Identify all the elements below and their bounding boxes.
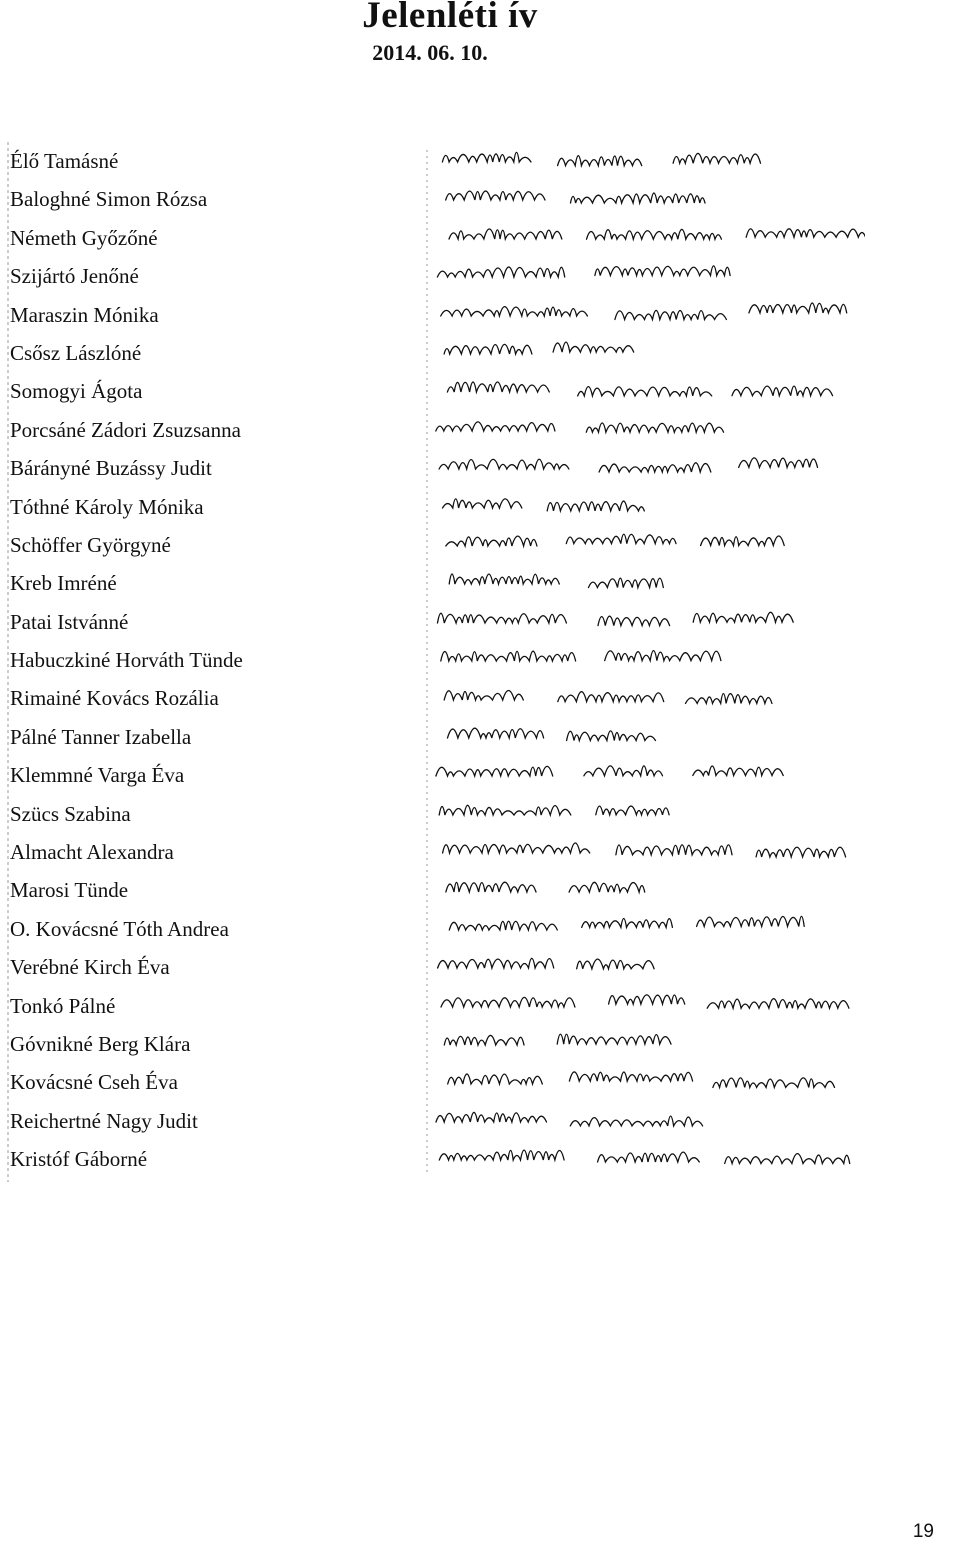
attendee-name: Patai Istvánné <box>10 609 129 634</box>
attendee-name: Kristóf Gáborné <box>10 1147 148 1172</box>
signature <box>425 332 865 370</box>
signature <box>425 870 865 908</box>
attendee-name: Kovácsné Cseh Éva <box>10 1070 178 1095</box>
signature <box>425 831 865 869</box>
signature <box>425 1138 865 1176</box>
signature <box>425 908 865 946</box>
signature <box>425 370 865 408</box>
signature <box>425 217 865 255</box>
signature <box>425 409 865 447</box>
attendee-name: Klemmné Varga Éva <box>10 763 185 788</box>
page-title: Jelenléti ív <box>362 0 538 36</box>
signature-column <box>425 140 865 1220</box>
attendee-name: Németh Győzőné <box>10 225 158 250</box>
attendee-name: Élő Tamásné <box>10 149 119 173</box>
signature <box>425 678 865 716</box>
signature <box>425 1023 865 1061</box>
signature <box>425 562 865 600</box>
document-date: 2014. 06. 10. <box>372 40 488 65</box>
attendee-name: Reichertné Nagy Judit <box>10 1108 198 1133</box>
signature <box>425 754 865 792</box>
attendee-name: Schöffer Györgyné <box>10 532 171 557</box>
signature <box>425 793 865 831</box>
signature <box>425 1062 865 1100</box>
signature <box>425 524 865 562</box>
attendee-name: Góvnikné Berg Klára <box>10 1031 191 1056</box>
signature <box>425 178 865 216</box>
signature <box>425 985 865 1023</box>
attendee-name: Tonkó Pálné <box>10 993 116 1018</box>
attendee-name: Bárányné Buzássy Judit <box>10 456 212 481</box>
attendee-name: Szücs Szabina <box>10 801 131 826</box>
attendee-name: Maraszin Mónika <box>10 302 159 327</box>
signature <box>425 716 865 754</box>
attendee-name: Csősz Lászlóné <box>10 340 142 365</box>
signature <box>425 294 865 332</box>
signature <box>425 140 865 178</box>
attendee-name: Baloghné Simon Rózsa <box>10 187 208 212</box>
page-number: 19 <box>912 1521 934 1542</box>
attendee-name: Marosi Tünde <box>10 878 129 903</box>
signature <box>425 486 865 524</box>
attendee-name: Habuczkiné Horváth Tünde <box>10 648 243 673</box>
attendee-name: Almacht Alexandra <box>10 840 174 865</box>
attendee-name: O. Kovácsné Tóth Andrea <box>10 916 229 941</box>
signature <box>425 447 865 485</box>
attendee-name: Szijártó Jenőné <box>10 264 139 289</box>
attendee-name: Somogyi Ágota <box>10 379 143 404</box>
signature <box>425 255 865 293</box>
attendee-name: Rimainé Kovács Rozália <box>10 686 219 711</box>
attendee-name: Pálné Tanner Izabella <box>10 724 192 749</box>
attendee-name-list <box>10 142 410 1179</box>
signature <box>425 639 865 677</box>
signature <box>425 946 865 984</box>
attendee-name: Porcsáné Zádori Zsuzsanna <box>10 417 241 442</box>
signature <box>425 1100 865 1138</box>
attendee-name: Verébné Kirch Éva <box>10 955 170 980</box>
attendee-name: Kreb Imréné <box>10 571 117 596</box>
signature <box>425 601 865 639</box>
attendee-name: Tóthné Károly Mónika <box>10 494 204 519</box>
